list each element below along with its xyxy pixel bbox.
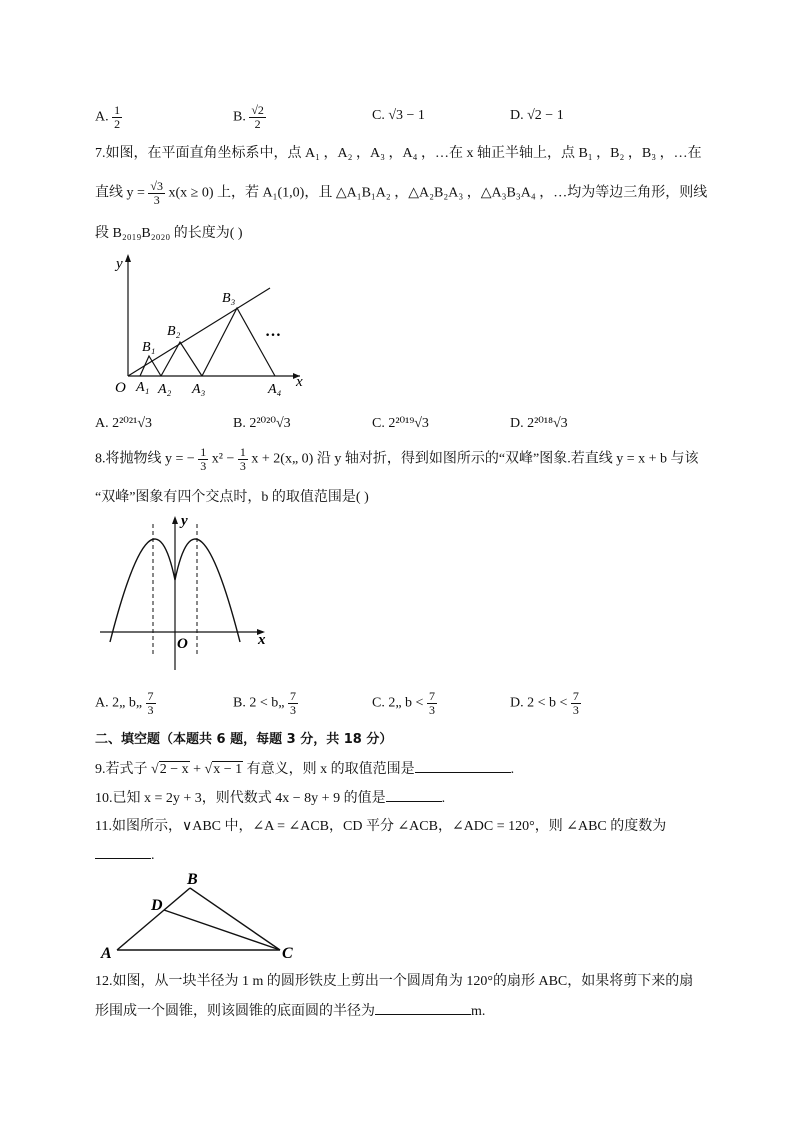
q6-option-c-text: √3 − 1 xyxy=(388,108,425,123)
q6-b-num: √2 xyxy=(251,103,264,117)
q11-side-bc xyxy=(190,888,280,950)
q7-ellipsis: … xyxy=(265,323,281,340)
q6-option-d-prefix: D. xyxy=(510,108,524,123)
q8-option-c-text: C. 2„ b < xyxy=(372,695,424,711)
q7-label-a2: A₂ xyxy=(158,382,172,397)
q10-text: 10.已知 x = 2y + 3，则代数式 4x − 8y + 9 的值是 xyxy=(95,791,386,806)
q10-line xyxy=(95,787,445,809)
q8-y-arrow-icon xyxy=(172,516,178,524)
q10-end: . xyxy=(441,791,446,806)
q9-answer-blank[interactable] xyxy=(415,758,511,773)
q6-option-b xyxy=(233,104,266,131)
q12-line2 xyxy=(95,1000,485,1022)
q9-end: . xyxy=(510,762,515,777)
q8-line2: “双峰”图象有四个交点时，b 的取值范围是( ) xyxy=(95,490,369,505)
q7-triangle-3 xyxy=(202,308,275,376)
q7-y-arrow-icon xyxy=(125,254,131,262)
q8-a-num: 7 xyxy=(147,689,154,703)
q6-option-b-prefix: B. xyxy=(233,109,246,125)
q8-option-d-frac xyxy=(571,690,581,717)
q9-radicand-2: x − 1 xyxy=(213,762,243,777)
q8-option-a-frac xyxy=(146,690,156,717)
q8-line1-b: x² − xyxy=(211,451,235,467)
q6-option-c-prefix: C. xyxy=(372,108,385,123)
q7-line2-a: 直线 y = xyxy=(95,185,145,201)
q8-c-den: 3 xyxy=(428,703,435,717)
q8-option-c xyxy=(372,690,437,717)
q6-option-d xyxy=(510,108,564,124)
q8-a-den: 3 xyxy=(147,703,154,717)
q8-frac-1 xyxy=(198,446,208,473)
q9-line: 9.若式子 √2 − x + √x − 1 有意义，则 x 的取值范围是 . xyxy=(95,758,514,780)
q8-f2-num: 1 xyxy=(239,445,246,459)
q7-label-b3: B₃ xyxy=(222,291,236,306)
q11-label-c: C xyxy=(282,945,293,962)
q8-option-c-frac xyxy=(427,690,437,717)
q8-x-label: x xyxy=(258,632,266,648)
q8-option-a-text: A. 2„ b„ xyxy=(95,695,143,711)
q7-line-slope xyxy=(148,180,165,207)
q11-label-d: D xyxy=(151,897,163,914)
q7-x-label: x xyxy=(296,374,303,390)
q7-label-b1: B₁ xyxy=(142,340,156,355)
q8-option-b-text: B. 2 < b„ xyxy=(233,695,285,711)
q8-f1-den: 3 xyxy=(200,459,207,473)
q7-oblique-line xyxy=(128,288,270,376)
q6-option-d-text: √2 − 1 xyxy=(527,108,564,123)
q11-line1: 11.如图所示，∨ABC 中，∠A = ∠ACB，CD 平分 ∠ACB，∠ADC = 120°，则 ∠ABC 的度数为 xyxy=(95,819,667,834)
q8-option-a xyxy=(95,690,156,717)
q6-option-a xyxy=(95,104,122,131)
section-2-heading: 二、填空题（本题共 6 题，每题 3 分，共 18 分） xyxy=(95,732,393,747)
q7-slope-den: 3 xyxy=(153,193,160,207)
q11-line2 xyxy=(95,844,155,866)
q8-c-num: 7 xyxy=(428,689,435,703)
q11-label-a: A xyxy=(101,945,112,962)
q12-end: m. xyxy=(471,1004,486,1019)
q8-line1-a: 8.将抛物线 y = − xyxy=(95,451,195,467)
q7-triangle-2 xyxy=(161,342,202,376)
q7-figure xyxy=(95,248,325,398)
q7-line2 xyxy=(95,180,707,207)
q12-answer-blank[interactable] xyxy=(375,1000,471,1015)
q7-option-b: B. 2²⁰²⁰√3 xyxy=(233,416,291,431)
q6-option-a-fraction xyxy=(112,104,122,131)
q9-plus: + xyxy=(189,762,205,777)
q6-option-b-fraction xyxy=(249,104,266,131)
q12-line2-text: 形围成一个圆锥，则该圆锥的底面圆的半径为 xyxy=(95,1004,375,1019)
q8-option-d xyxy=(510,690,581,717)
q8-origin-label: O xyxy=(177,636,188,652)
q11-figure xyxy=(95,866,335,966)
q8-figure xyxy=(95,510,275,675)
q8-b-num: 7 xyxy=(289,689,296,703)
q10-answer-blank[interactable] xyxy=(386,787,442,802)
q8-option-d-text: D. 2 < b < xyxy=(510,695,568,711)
q6-b-den: 2 xyxy=(254,117,261,131)
q7-slope-num: √3 xyxy=(150,179,163,193)
q7-line1: 7.如图，在平面直角坐标系中，点 A₁ ，A₂ ，A₃ ，A₄ ，…在 x 轴正半轴上，点 B₁ ，B₂ ，B₃ ，…在 xyxy=(95,146,702,161)
q8-d-den: 3 xyxy=(572,703,579,717)
q8-option-b xyxy=(233,690,298,717)
q8-option-b-frac xyxy=(288,690,298,717)
q8-f2-den: 3 xyxy=(239,459,246,473)
q8-b-den: 3 xyxy=(289,703,296,717)
q8-d-num: 7 xyxy=(572,689,579,703)
q11-label-b: B xyxy=(187,871,198,888)
q7-line2-b: x(x ≥ 0) 上，若 A₁(1,0)，且 △A₁B₁A₂ ，△A₂B₂A₃ ，△A₃B₃A₄ ，…均为等边三角形，则线 xyxy=(168,185,708,201)
q12-line1: 12.如图，从一块半径为 1 m 的圆形铁皮上剪出一个圆周角为 120°的扇形 ABC，如果将剪下来的扇 xyxy=(95,974,694,989)
q9-prefix: 9.若式子 xyxy=(95,762,148,777)
q11-segment-cd xyxy=(164,910,280,950)
q7-origin-label: O xyxy=(115,380,126,396)
q11-answer-blank[interactable] xyxy=(95,844,151,859)
q11-end: . xyxy=(151,848,155,863)
q8-f1-num: 1 xyxy=(200,445,207,459)
q7-option-c: C. 2²⁰¹⁹√3 xyxy=(372,416,429,431)
q9-suffix: 有意义，则 x 的取值范围是 xyxy=(243,762,415,777)
q7-y-label: y xyxy=(116,256,123,272)
q7-label-b2: B₂ xyxy=(167,324,181,339)
q6-a-den: 2 xyxy=(114,117,121,131)
q7-line3: 段 B₂₀₁₉B₂₀₂₀ 的长度为( ) xyxy=(95,226,243,241)
q7-label-a4: A₄ xyxy=(268,382,282,397)
q7-option-a: A. 2²⁰²¹√3 xyxy=(95,416,152,431)
q7-label-a1: A₁ xyxy=(136,380,150,395)
q7-label-a3: A₃ xyxy=(192,382,206,397)
q8-frac-2 xyxy=(238,446,248,473)
q6-a-num: 1 xyxy=(114,103,121,117)
q8-y-label: y xyxy=(181,513,188,529)
q8-line1-c: x + 2(x„ 0) 沿 y 轴对折，得到如图所示的“双峰”图象.若直线 y = x + b 与该 xyxy=(251,451,699,467)
q6-option-c xyxy=(372,108,425,124)
q9-radicand-1: 2 − x xyxy=(159,762,189,777)
q6-option-a-prefix: A. xyxy=(95,109,109,125)
q8-line1 xyxy=(95,446,699,473)
q7-option-d: D. 2²⁰¹⁸√3 xyxy=(510,416,568,431)
